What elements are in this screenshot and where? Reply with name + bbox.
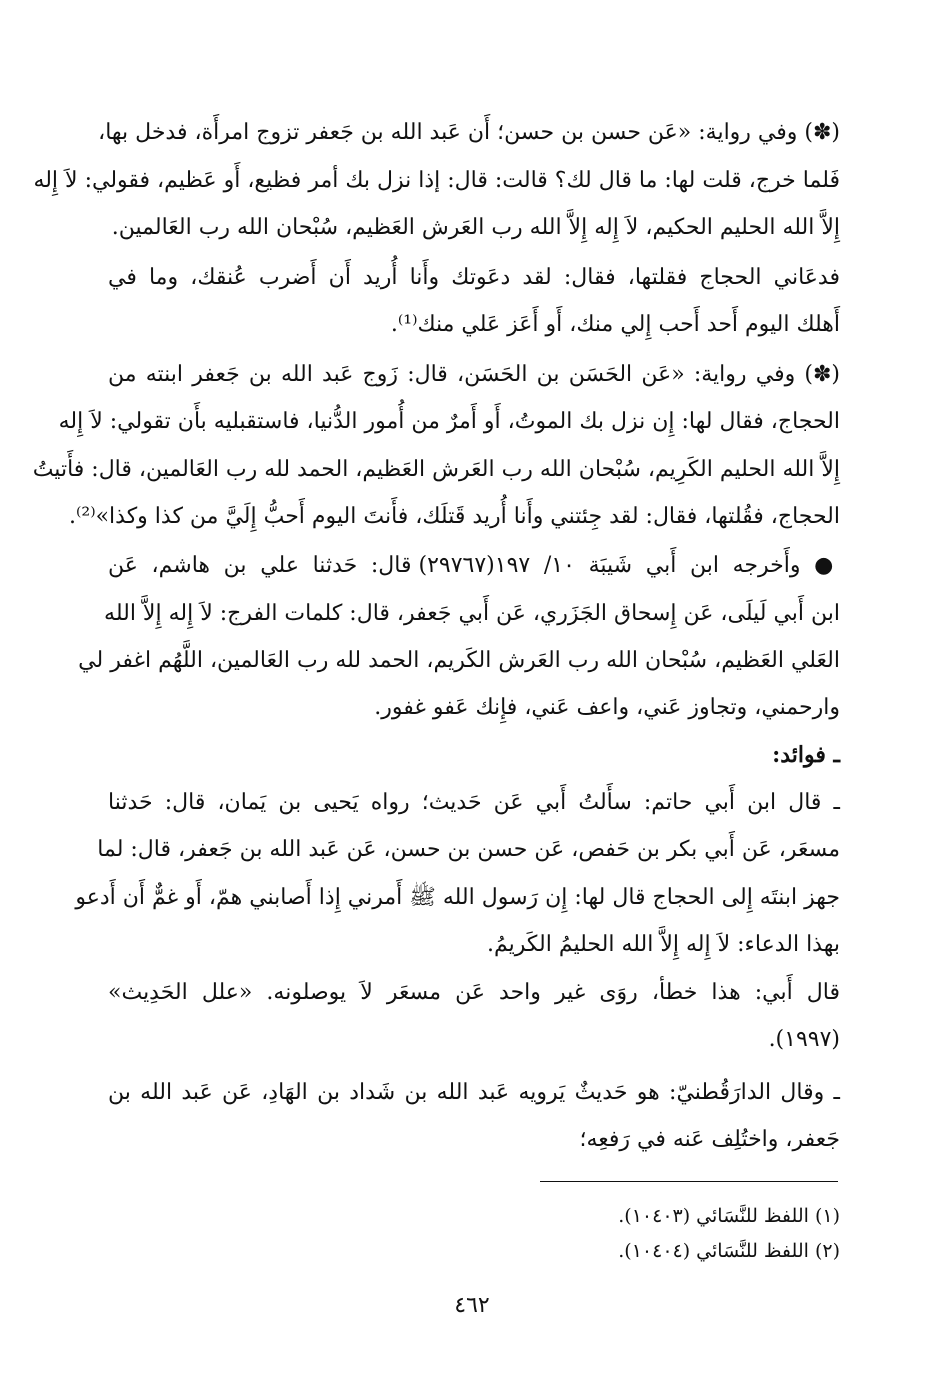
text-line: ـ قال ابن أَبي حاتم: سأَلتُ أَبي عَن حَديث؛ رواه يَحيى بن يَمان، قال: حَدثنا (108, 790, 840, 815)
footnote-divider (540, 1181, 838, 1182)
text-line: (✽) وفي رواية: «عَن الحَسَن بن الحَسَن، قال: زَوج عَبد الله بن جَعفر ابنته من (108, 362, 840, 387)
text-line: الحجاج، فقُلتها، فقال: لقد جِئتني وأَنا أُريد قَتلَك، فأَنتَ اليوم أَحبُّ إِلَيَّ من كذا وكذا»⁽²⁾. (68, 504, 840, 529)
text-line: أَهلك اليوم أَحد أَحب إِلي منك، أَو أَعَز عَلي منك⁽¹⁾. (390, 312, 840, 337)
text-line: بهذا الدعاء: لاَ إِله إِلاَّ الله الحليمُ الكَريمُ. (487, 932, 840, 957)
text-line: (✽) وفي رواية: «عَن حسن بن حسن؛ أَن عَبد الله بن جَعفر تزوج امرأَة، فدخل بها، (98, 120, 840, 145)
text-line: ـ وقال الدارَقُطنيّ: هو حَديثٌ يَرويه عَبد الله بن شَداد بن الهَادِ، عَن عَبد الله بن (108, 1080, 840, 1105)
text-line: وارحمني، وتجاوز عَني، واعف عَني، فإِنك عَفو غفور. (374, 695, 840, 720)
text-line: إِلاَّ الله الحليم الكَرِيم، سُبْحان الله رب العَرش العَظيم، الحمد لله رب العَالمين، قال: فأَتيتُ (32, 457, 840, 482)
text-line: العَلي العَظيم، سُبْحان الله رب العَرش الكَريم، الحمد لله رب العَالمين، اللَّهُم اغفر لي (78, 648, 840, 673)
footnote: (١) اللفظ للنَّسَائي (١٠٤٠٣). (618, 1205, 840, 1227)
text-line: إِلاَّ الله الحليم الحكيم، لاَ إِله إِلاَّ الله رب العَرش العَظيم، سُبْحان الله رب العَالمين. (111, 215, 840, 240)
text-line: مسعَر، عَن أَبي بكر بن حَفص، عَن حسن بن حسن، عَن عَبد الله بن جَعفر، قال: لما (97, 837, 840, 862)
page-number: ٤٦٢ (454, 1293, 490, 1318)
text-line: فدعَاني الحجاج فقلتها، فقال: لقد دعَوتك وأَنا أُريد أَن أَضرب عُنقك، وما في (108, 265, 840, 290)
text-line: جهز ابنتَه إِلى الحجاج قال لها: إِن رَسول الله ﷺ أَمرني إِذا أَصابني همّ، أَو غمٌّ أَن أَدعو (75, 885, 840, 910)
text-line: (١٩٩٧). (768, 1027, 840, 1052)
text-line: قال أَبي: هذا خطأ، روَى غير واحد عَن مسعَر لاَ يوصلونه. «علل الحَدِيث» (108, 980, 840, 1005)
footnote: (٢) اللفظ للنَّسَائي (١٠٤٠٤). (618, 1240, 840, 1262)
text-line: فَلما خرج، قلت لها: ما قال لك؟ قالت: قال: إذا نزل بك أمر فظيع، أَو عَظيم، فقولي: لاَ إِله (33, 168, 840, 193)
text-line: الحجاج، فقال لها: إِن نزل بك الموتُ، أَو أَمرٌ من أُمور الدُّنيا، فاستقبليه بأَن تقولي: لاَ إِله (58, 409, 840, 434)
text-line: ● وأَخرجه ابن أَبي شَيبَة ١٠/ ١٩٧(٢٩٧٦٧) قال: حَدثنا علي بن هاشم، عَن (108, 553, 840, 578)
section-heading: ـ فوائد: (772, 742, 840, 768)
text-line: جَعفر، واختُلِف عَنه في رَفعِه؛ (579, 1127, 840, 1152)
text-line: ابن أَبي لَيلَى، عَن إِسحاق الجَزَري، عَن أَبي جَعفر، قال: كلمات الفرج: لاَ إِله إِلاَّ الله (104, 601, 840, 626)
